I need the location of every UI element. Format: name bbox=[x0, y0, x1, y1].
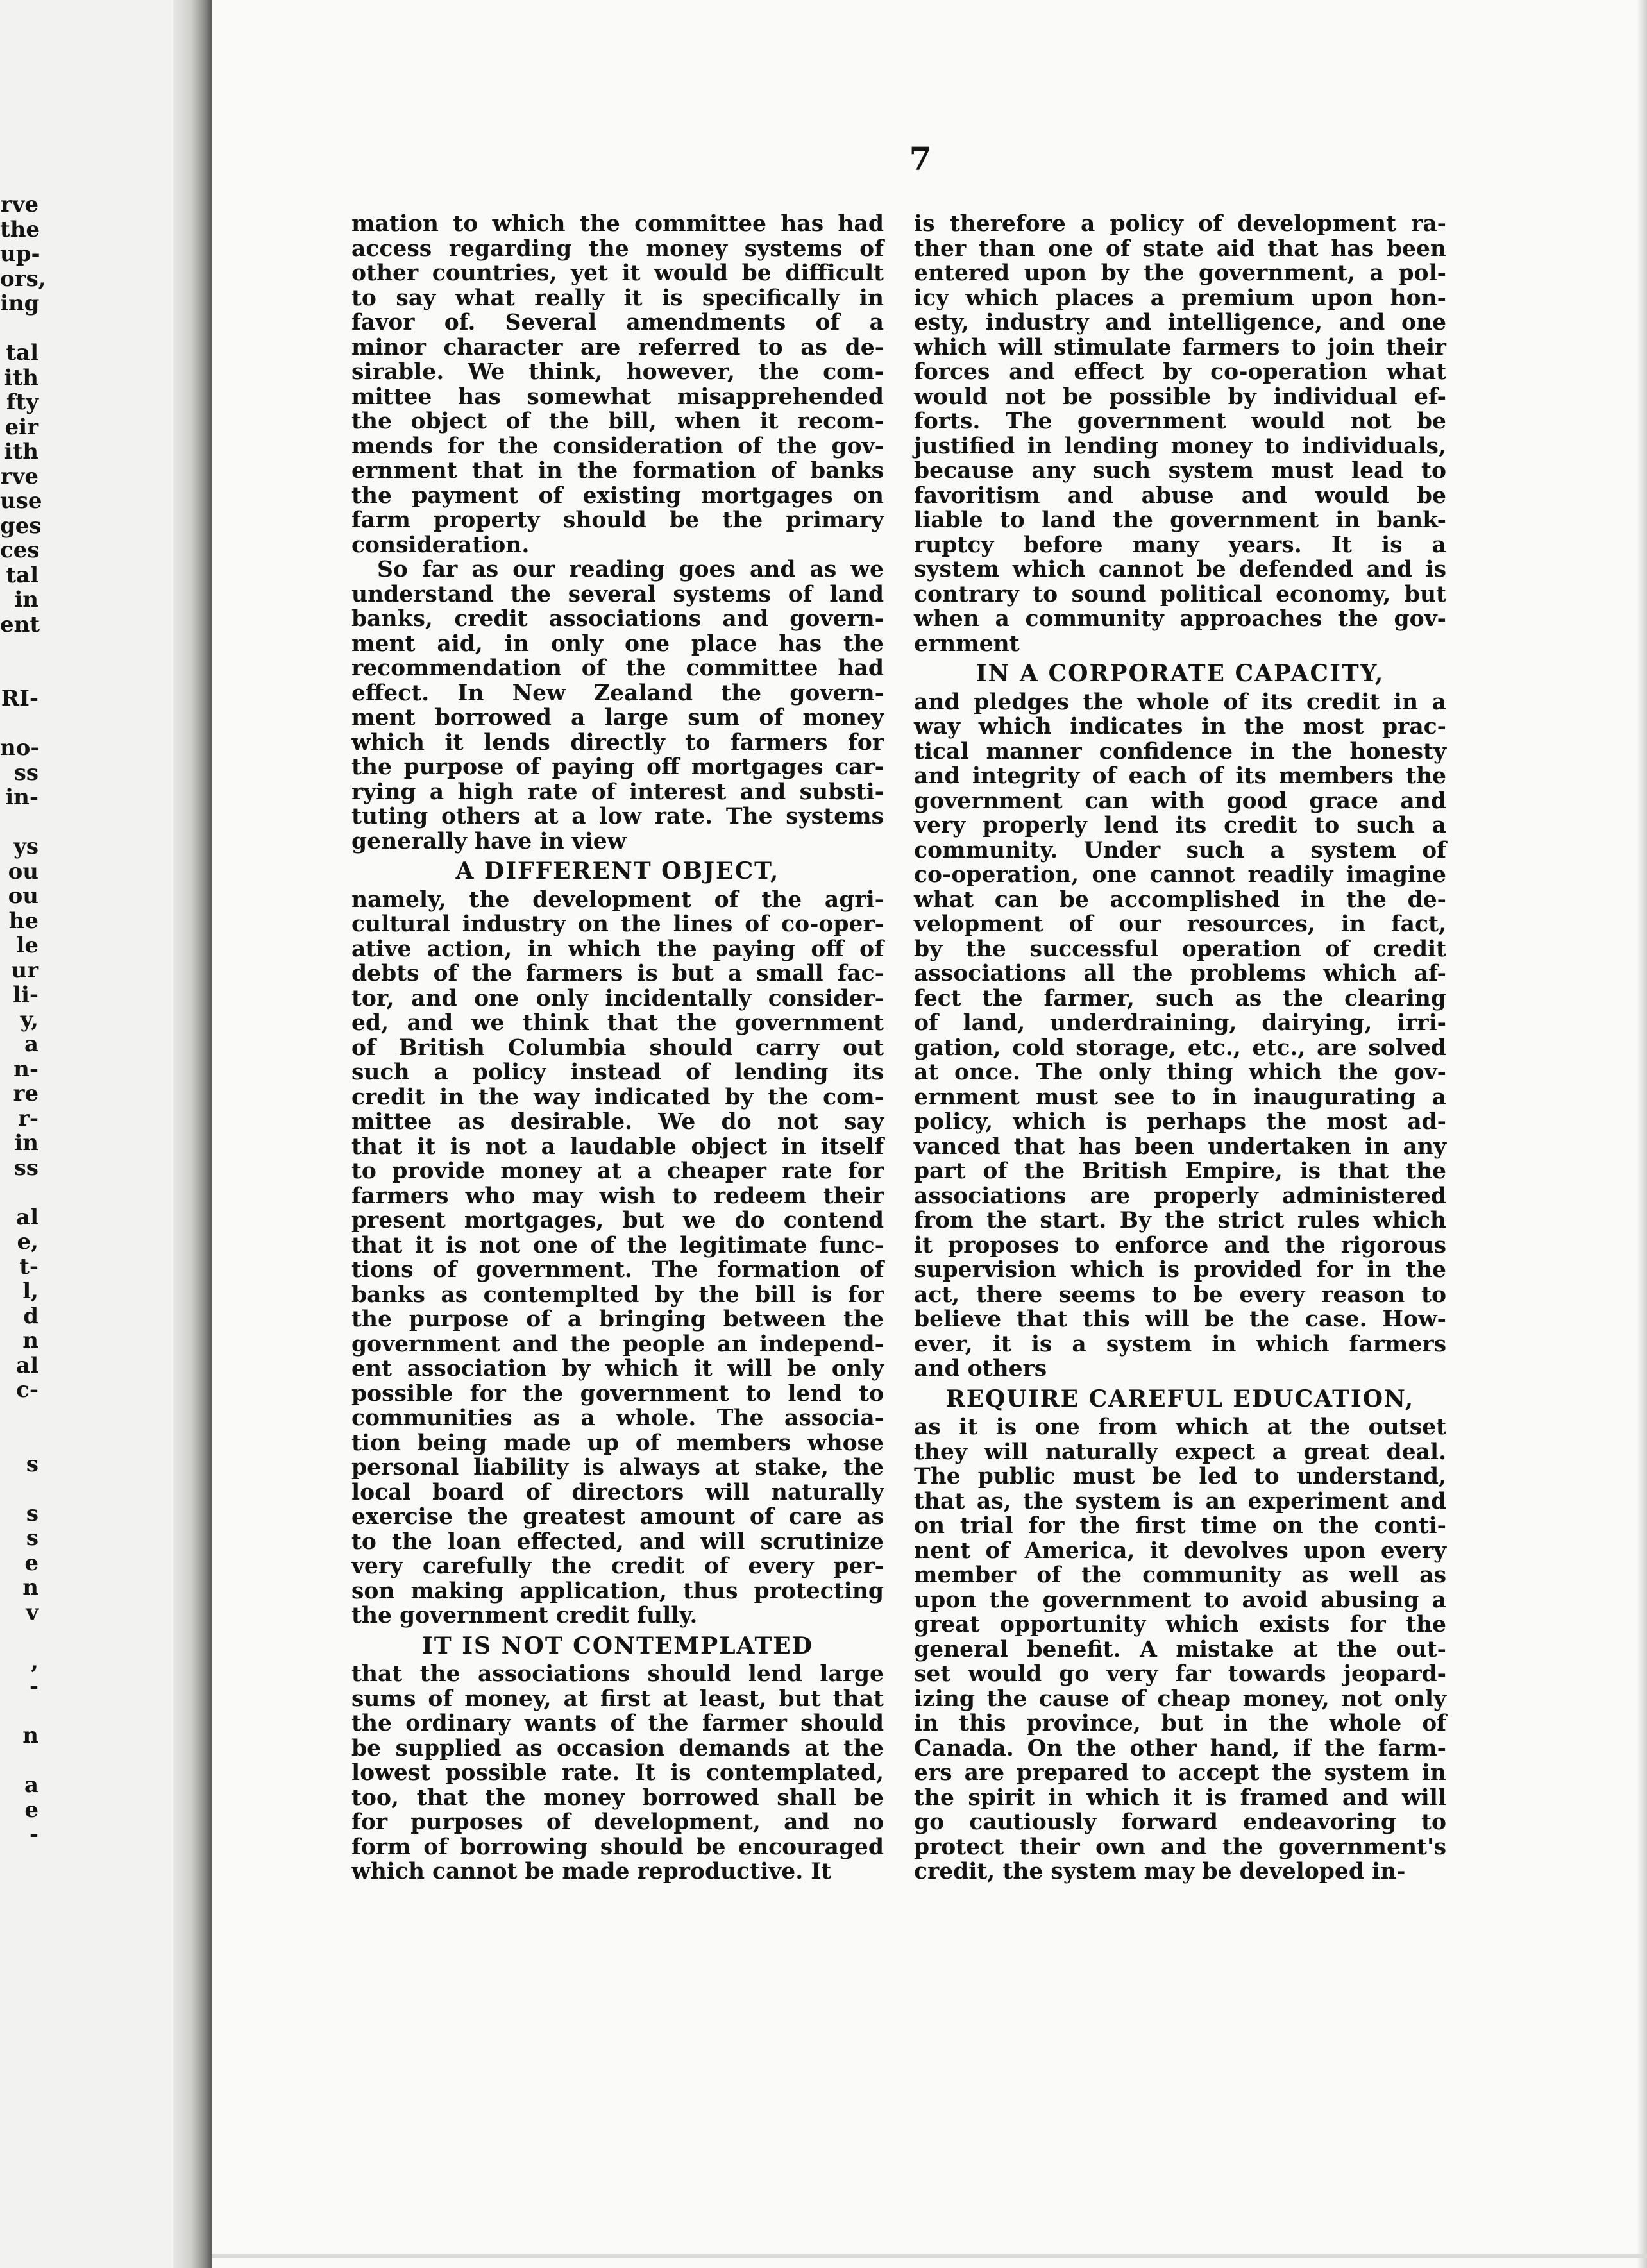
text-line: izing the cause of cheap money, not only bbox=[914, 1686, 1446, 1712]
text-line: that the associations should lend large bbox=[351, 1661, 884, 1687]
facing-page-fragment: re bbox=[13, 1081, 38, 1106]
text-line: fect the farmer, such as the clearing bbox=[914, 985, 1446, 1011]
text-line: possible for the government to lend to bbox=[351, 1380, 884, 1407]
text-line: liable to land the government in bank- bbox=[914, 507, 1446, 533]
text-line: justified in lending money to individuals, bbox=[914, 433, 1446, 459]
document-page bbox=[212, 0, 1647, 2268]
text-line: mends for the consideration of the gov- bbox=[351, 433, 884, 459]
text-line: ernment must see to in inaugurating a bbox=[914, 1084, 1446, 1110]
text-line: for purposes of development, and no bbox=[351, 1809, 884, 1835]
text-line: banks, credit associations and govern- bbox=[351, 606, 884, 632]
facing-page-fragment: tal bbox=[6, 340, 38, 366]
text-line: access regarding the money systems of bbox=[351, 235, 884, 262]
text-line: esty, industry and intelligence, and one bbox=[914, 310, 1446, 335]
facing-page-fragment bbox=[0, 316, 38, 341]
facing-page-fragment: v bbox=[26, 1599, 38, 1625]
facing-page-fragment bbox=[0, 1699, 38, 1724]
facing-page-fragment: al bbox=[16, 1352, 38, 1378]
text-line: debts of the farmers is but a small fac- bbox=[351, 961, 884, 986]
facing-page-fragment: a bbox=[24, 1772, 38, 1798]
text-line: tical manner confidence in the honesty bbox=[914, 738, 1446, 765]
facing-page-fragment: fty bbox=[6, 389, 38, 415]
text-line: farm property should be the primary bbox=[351, 507, 884, 533]
text-line: tions of government. The formation of bbox=[351, 1257, 884, 1283]
text-line: would not be possible by individual ef- bbox=[914, 384, 1446, 410]
text-line: namely, the development of the agri- bbox=[351, 886, 884, 913]
text-line: associations are properly administered bbox=[914, 1183, 1446, 1209]
text-line: and integrity of each of its members the bbox=[914, 763, 1446, 789]
text-line: by the successful operation of credit bbox=[914, 936, 1446, 962]
right-column bbox=[914, 212, 1446, 1884]
facing-page-fragment: ent bbox=[0, 611, 40, 638]
facing-page-fragment: - bbox=[29, 1673, 38, 1699]
facing-page-fragment: - bbox=[29, 1822, 38, 1847]
text-line: mittee has somewhat misapprehended bbox=[351, 384, 884, 410]
text-line: nent of America, it devolves upon every bbox=[914, 1537, 1446, 1564]
text-line: it proposes to enforce and the rigorous bbox=[914, 1232, 1446, 1258]
text-line: personal liability is always at stake, the bbox=[351, 1455, 884, 1480]
text-line: credit, the system may be developed in- bbox=[914, 1859, 1406, 1884]
text-line: general benefit. A mistake at the out- bbox=[914, 1636, 1446, 1663]
facing-page-fragment bbox=[0, 1477, 38, 1502]
text-line: co-operation, one cannot readily imagine bbox=[914, 862, 1446, 888]
text-line: is therefore a policy of development ra- bbox=[914, 211, 1446, 237]
text-line: too, that the money borrowed shall be bbox=[351, 1784, 884, 1811]
text-line: the purpose of paying off mortgages car- bbox=[351, 754, 884, 780]
facing-page-fragment: the bbox=[0, 216, 40, 242]
paragraph bbox=[351, 888, 884, 1629]
text-line: cultural industry on the lines of co-oper- bbox=[351, 911, 884, 937]
text-line: minor character are referred to as de- bbox=[351, 334, 884, 360]
text-line: on trial for the first time on the conti- bbox=[914, 1513, 1446, 1539]
text-line: ernment that in the formation of banks bbox=[351, 458, 884, 484]
text-line: forces and effect by co-operation what bbox=[914, 359, 1446, 385]
facing-page-fragment: al bbox=[16, 1204, 38, 1230]
facing-page-fragment bbox=[0, 662, 38, 687]
page-bottom-edge bbox=[212, 2254, 1647, 2258]
text-line: rying a high rate of interest and substi- bbox=[351, 779, 884, 805]
text-line: mittee as desirable. We do not say bbox=[351, 1109, 884, 1135]
facing-page-fragment: in- bbox=[5, 784, 38, 810]
text-line: policy, which is perhaps the most ad- bbox=[914, 1109, 1446, 1135]
text-line: ent association by which it will be only bbox=[351, 1356, 884, 1382]
text-line: associations all the problems which af- bbox=[914, 961, 1446, 986]
text-line: The public must be led to understand, bbox=[914, 1464, 1446, 1489]
paragraph bbox=[351, 212, 884, 557]
text-line: very carefully the credit of every per- bbox=[351, 1553, 884, 1579]
text-line: to the loan effected, and will scrutinize bbox=[351, 1528, 884, 1555]
text-line: tor, and one only incidentally consider- bbox=[351, 985, 884, 1011]
facing-page-fragment: ss bbox=[13, 759, 38, 786]
text-line: to provide money at a cheaper rate for bbox=[351, 1158, 884, 1184]
text-line: of land, underdraining, dairying, irri- bbox=[914, 1010, 1446, 1036]
text-line: recommendation of the committee had bbox=[351, 656, 884, 681]
text-line: supervision which is provided for in the bbox=[914, 1257, 1446, 1283]
text-line: great opportunity which exists for the bbox=[914, 1612, 1446, 1638]
facing-page-fragment: up- bbox=[0, 241, 40, 267]
text-line: what can be accomplished in the de- bbox=[914, 886, 1446, 913]
text-line: they will naturally expect a great deal. bbox=[914, 1439, 1446, 1465]
text-line: consideration. bbox=[351, 532, 530, 558]
facing-page-fragment bbox=[0, 810, 38, 835]
text-line: and pledges the whole of its credit in a bbox=[914, 689, 1446, 715]
facing-page-fragment: in bbox=[14, 587, 38, 613]
text-line: ther than one of state aid that has been bbox=[914, 235, 1446, 262]
text-line: because any such system must lead to bbox=[914, 458, 1446, 484]
text-line: communities as a whole. The associa- bbox=[351, 1405, 884, 1431]
facing-page-fragment: ces bbox=[0, 537, 40, 563]
text-line: to say what really it is specifically in bbox=[351, 285, 884, 311]
text-line: forts. The government would not be bbox=[914, 409, 1446, 434]
text-line: So far as our reading goes and as we bbox=[377, 557, 884, 582]
facing-page-fragment: no- bbox=[0, 735, 40, 761]
text-line: ative action, in which the paying off of bbox=[351, 936, 884, 962]
text-line: and others bbox=[914, 1356, 1047, 1382]
text-line: ment borrowed a large sum of money bbox=[351, 705, 884, 731]
facing-page-fragment: le bbox=[16, 933, 38, 958]
text-line: government and the people an independ- bbox=[351, 1331, 884, 1357]
facing-page-fragment: ith bbox=[4, 439, 38, 464]
text-line: ever, it is a system in which farmers bbox=[914, 1331, 1446, 1357]
text-line: way which indicates in the most prac- bbox=[914, 714, 1446, 740]
text-line: which it lends directly to farmers for bbox=[351, 729, 884, 756]
text-line: sirable. We think, however, the com- bbox=[351, 359, 884, 385]
facing-page-fragment: ors, bbox=[0, 266, 46, 292]
facing-page-fragment: s bbox=[26, 1525, 38, 1551]
text-line: generally have in view bbox=[351, 828, 627, 854]
section-heading: REQUIRE CAREFUL EDUCATION, bbox=[945, 1385, 1415, 1412]
text-line: act, there seems to be every reason to bbox=[914, 1282, 1446, 1308]
facing-page-fragment: ges bbox=[0, 512, 42, 539]
text-line: go cautiously forward endeavoring to bbox=[914, 1809, 1446, 1835]
facing-page-fragment: n bbox=[22, 1723, 38, 1748]
text-line: the ordinary wants of the farmer should bbox=[351, 1711, 884, 1736]
text-line: gation, cold storage, etc., etc., are solved bbox=[914, 1035, 1446, 1061]
section-heading: A DIFFERENT OBJECT, bbox=[455, 858, 780, 884]
facing-page-fragment: ou bbox=[8, 883, 38, 909]
paragraph bbox=[351, 1662, 884, 1884]
facing-page-fragment: use bbox=[0, 488, 42, 514]
facing-page-fragment: r- bbox=[17, 1105, 38, 1131]
facing-page-fragment: y, bbox=[20, 1006, 38, 1033]
facing-page-fragment bbox=[0, 711, 38, 736]
text-line: system which cannot be defended and is bbox=[914, 557, 1446, 582]
facing-page-fragment: n bbox=[22, 1328, 38, 1353]
facing-page-fragment: e, bbox=[17, 1229, 38, 1255]
facing-page-fragment: a bbox=[24, 1031, 38, 1057]
text-line: when a community approaches the gov- bbox=[914, 606, 1446, 632]
text-line: of British Columbia should carry out bbox=[351, 1035, 884, 1061]
text-line: form of borrowing should be encouraged bbox=[351, 1834, 884, 1860]
facing-page-fragment: e bbox=[24, 1550, 38, 1576]
text-line: effect. In New Zealand the govern- bbox=[351, 680, 884, 706]
facing-page-fragment: ur bbox=[11, 957, 38, 983]
facing-page-fragment: c- bbox=[16, 1377, 38, 1403]
text-line: protect their own and the government's bbox=[914, 1834, 1446, 1860]
text-line: lowest possible rate. It is contemplated, bbox=[351, 1760, 884, 1786]
text-line: that it is not one of the legitimate func- bbox=[351, 1232, 884, 1258]
text-line: mation to which the committee has had bbox=[351, 211, 884, 237]
text-line: son making application, thus protecting bbox=[351, 1578, 884, 1604]
text-line: credit in the way indicated by the com- bbox=[351, 1084, 884, 1110]
facing-page-fragment: n- bbox=[13, 1056, 38, 1082]
text-line: tuting others at a low rate. The systems bbox=[351, 804, 884, 829]
text-line: the purpose of a bringing between the bbox=[351, 1307, 884, 1332]
facing-page-fragment: eir bbox=[4, 414, 38, 440]
text-line: set would go very far towards jeopard- bbox=[914, 1661, 1446, 1687]
text-line: community. Under such a system of bbox=[914, 837, 1446, 863]
facing-page-fragment: tal bbox=[6, 562, 38, 588]
text-line: local board of directors will naturally bbox=[351, 1479, 884, 1505]
facing-page-text-fragments bbox=[0, 192, 46, 1847]
facing-page-fragment: RI- bbox=[1, 686, 38, 711]
paragraph bbox=[914, 1415, 1446, 1884]
text-line: ed, and we think that the government bbox=[351, 1010, 884, 1036]
facing-page-fragment bbox=[0, 1180, 38, 1205]
facing-page-fragment: in bbox=[14, 1130, 38, 1156]
facing-page-fragment bbox=[0, 637, 38, 662]
text-line: contrary to sound political economy, but bbox=[914, 581, 1446, 607]
facing-page-fragment: li- bbox=[13, 982, 38, 1008]
section-heading: IN A CORPORATE CAPACITY, bbox=[976, 660, 1385, 687]
facing-page-fragment: rve bbox=[0, 192, 38, 217]
facing-page-fragment: ss bbox=[13, 1155, 38, 1181]
facing-page-fragment: ith bbox=[4, 364, 38, 391]
text-line: present mortgages, but we do contend bbox=[351, 1208, 884, 1233]
facing-page-fragment bbox=[0, 1748, 38, 1773]
text-line: velopment of our resources, in fact, bbox=[914, 911, 1446, 937]
paragraph bbox=[351, 557, 884, 854]
facing-page-fragment bbox=[0, 1625, 38, 1650]
text-line: the spirit in which it is framed and will bbox=[914, 1784, 1446, 1811]
page-number: 7 bbox=[909, 140, 932, 178]
text-line: vanced that has been undertaken in any bbox=[914, 1133, 1446, 1160]
facing-page-fragment: s bbox=[26, 1451, 38, 1477]
facing-page-fragment: he bbox=[8, 908, 38, 934]
section-heading: IT IS NOT CONTEMPLATED bbox=[422, 1632, 813, 1659]
text-line: ernment bbox=[914, 630, 1020, 657]
text-line: as it is one from which at the outset bbox=[914, 1414, 1446, 1440]
paragraph bbox=[914, 690, 1446, 1382]
facing-page-fragment: d bbox=[23, 1303, 38, 1329]
text-line: member of the community as well as bbox=[914, 1562, 1446, 1588]
facing-page-fragment: ou bbox=[8, 858, 38, 884]
text-line: part of the British Empire, is that the bbox=[914, 1158, 1446, 1184]
facing-page-fragment: n bbox=[22, 1575, 38, 1600]
facing-page-fragment: t- bbox=[19, 1253, 38, 1280]
text-line: exercise the greatest amount of care as bbox=[351, 1504, 884, 1530]
page-gutter bbox=[173, 0, 212, 2268]
text-line: farmers who may wish to redeem their bbox=[351, 1183, 884, 1209]
text-line: very properly lend its credit to such a bbox=[914, 813, 1446, 838]
facing-page-fragment: s bbox=[26, 1500, 38, 1527]
text-line: banks as contemplted by the bill is for bbox=[351, 1282, 884, 1308]
facing-page-fragment: , bbox=[31, 1648, 38, 1675]
text-line: such a policy instead of lending its bbox=[351, 1060, 884, 1085]
facing-page-fragment: ing bbox=[0, 291, 40, 316]
text-line: entered upon by the government, a pol- bbox=[914, 260, 1446, 286]
text-line: which will stimulate farmers to join their bbox=[914, 334, 1446, 360]
text-line: Canada. On the other hand, if the farm- bbox=[914, 1735, 1446, 1761]
text-line: sums of money, at first at least, but that bbox=[351, 1686, 884, 1712]
text-line: in this province, but in the whole of bbox=[914, 1711, 1446, 1736]
text-line: believe that this will be the case. How- bbox=[914, 1307, 1446, 1332]
text-line: which cannot be made reproductive. It bbox=[351, 1859, 832, 1884]
facing-page-fragment bbox=[0, 1403, 38, 1428]
text-line: icy which places a premium upon hon- bbox=[914, 285, 1446, 311]
text-line: ruptcy before many years. It is a bbox=[914, 532, 1446, 558]
facing-page-fragment: rve bbox=[0, 463, 38, 489]
facing-page-fragment: ys bbox=[13, 834, 38, 859]
text-line: favor of. Several amendments of a bbox=[351, 310, 884, 335]
facing-page-fragment: l, bbox=[22, 1278, 38, 1304]
facing-page bbox=[0, 0, 212, 2268]
text-line: upon the government to avoid abusing a bbox=[914, 1587, 1446, 1613]
left-column bbox=[351, 212, 884, 1884]
text-line: be supplied as occasion demands at the bbox=[351, 1735, 884, 1761]
text-line: tion being made up of members whose bbox=[351, 1430, 884, 1456]
text-line: that as, the system is an experiment and bbox=[914, 1488, 1446, 1514]
text-line: the government credit fully. bbox=[351, 1603, 698, 1629]
page-edge bbox=[1637, 0, 1647, 2268]
text-line: from the start. By the strict rules which bbox=[914, 1208, 1446, 1233]
text-line: ers are prepared to accept the system in bbox=[914, 1760, 1446, 1786]
text-line: at once. The only thing which the gov- bbox=[914, 1060, 1446, 1085]
text-line: other countries, yet it would be difficult bbox=[351, 260, 884, 286]
text-line: the payment of existing mortgages on bbox=[351, 482, 884, 509]
text-line: favoritism and abuse and would be bbox=[914, 482, 1446, 509]
text-line: government can with good grace and bbox=[914, 788, 1446, 814]
text-line: the object of the bill, when it recom- bbox=[351, 409, 884, 434]
paragraph bbox=[914, 212, 1446, 656]
text-line: understand the several systems of land bbox=[351, 581, 884, 607]
text-line: that it is not a laudable object in itself bbox=[351, 1133, 884, 1160]
text-line: ment aid, in only one place has the bbox=[351, 630, 884, 657]
facing-page-fragment: e bbox=[24, 1797, 38, 1823]
facing-page-fragment bbox=[0, 1427, 38, 1452]
